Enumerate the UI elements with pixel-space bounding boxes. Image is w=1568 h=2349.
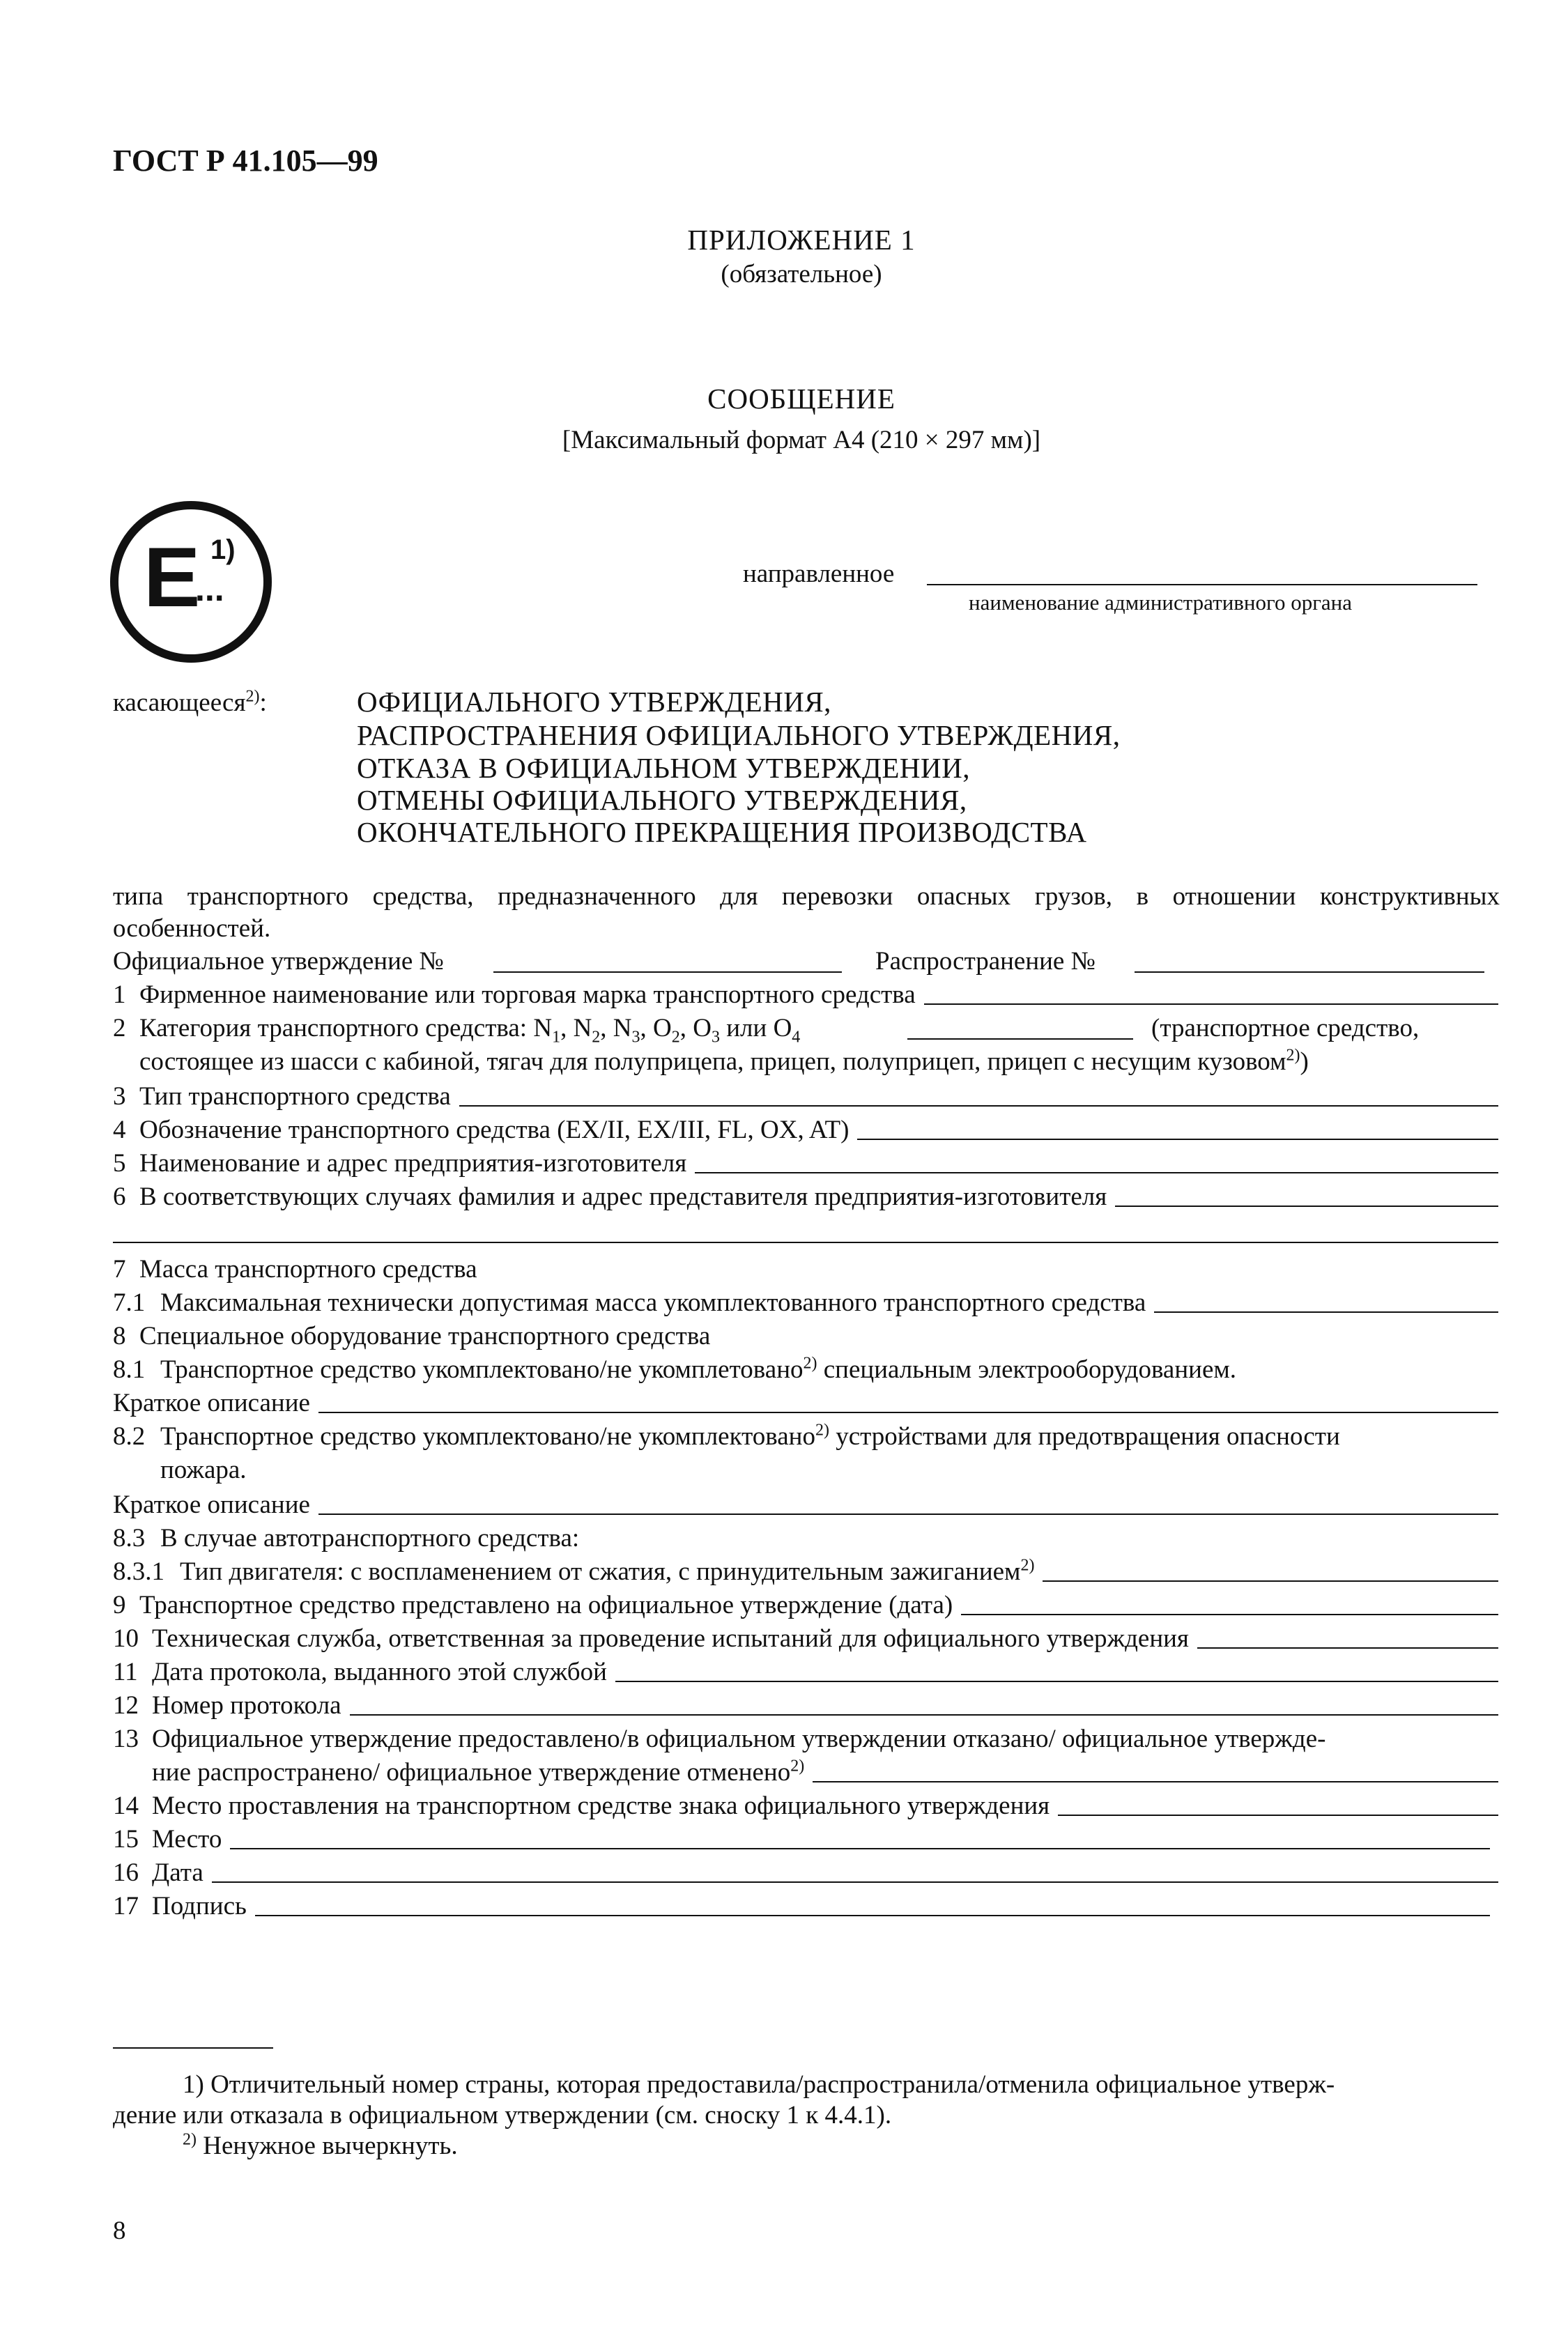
item-8-3-1 [0, 1555, 1568, 1589]
item-number: 9 [113, 1591, 126, 1619]
concerning-label: касающееся$^{2)}$: [113, 687, 267, 717]
page-number: 8 [113, 2217, 126, 2245]
item-label: Обозначение транспортного средства (EX/II, EX/III, FL, OX, AT) [139, 1116, 850, 1144]
item-1 [0, 978, 1568, 1012]
item-number: 13 [113, 1725, 139, 1753]
brief-label: Краткое описание [113, 1389, 310, 1417]
item-number: 7.1 [113, 1288, 146, 1317]
appendix-title: ПРИЛОЖЕНИЕ 1 [687, 224, 916, 256]
sent-label: направленное [743, 560, 895, 588]
item-field[interactable] [1115, 1206, 1498, 1207]
item-6 [0, 1180, 1568, 1214]
item-label: Специальное оборудование транспортного средства [139, 1322, 711, 1350]
standard-header: ГОСТ Р 41.105—99 [113, 144, 378, 178]
concerning-item: ОТКАЗА В ОФИЦИАЛЬНОМ УТВЕРЖДЕНИИ, [357, 752, 970, 784]
item-field[interactable] [1043, 1580, 1498, 1582]
item-8-2 [0, 1420, 1568, 1454]
item-label: Транспортное средство представлено на официальное утверждение (дата) [139, 1591, 953, 1619]
item-10 [0, 1622, 1568, 1656]
item-16 [0, 1856, 1568, 1890]
item-17 [0, 1890, 1568, 1923]
item-number: 8.1 [113, 1355, 146, 1384]
approval-number-row [0, 945, 1568, 978]
item-field[interactable] [924, 1003, 1498, 1005]
item-label: Масса транспортного средства [139, 1255, 477, 1284]
item-label-line2: ние распространено/ официальное утверждение отменено$^{2)}$ [152, 1757, 805, 1787]
approval-number-field[interactable] [493, 971, 842, 973]
message-title: СООБЩЕНИЕ [707, 383, 896, 415]
item-label-line2: состоящее из шасси с кабиной, тягач для полуприцепа, прицеп, полуприцеп, прицеп с несущим кузовом$^{2)}$) [139, 1046, 1309, 1076]
item-label: Максимальная технически допустимая масса укомплектованного транспортного средства [160, 1288, 1146, 1317]
concerning-item: ОФИЦИАЛЬНОГО УТВЕРЖДЕНИЯ, [357, 686, 831, 718]
item-13 [0, 1723, 1568, 1756]
item-number: 2 [113, 1014, 126, 1042]
approval-mark-emblem [109, 498, 276, 665]
item-number: 8.2 [113, 1422, 146, 1451]
brief-description-1 [0, 1387, 1568, 1420]
item-9 [0, 1589, 1568, 1622]
item-13-cont [0, 1756, 1568, 1789]
approval-number-label: Официальное утверждение № [113, 947, 444, 976]
item-label: Подпись [152, 1892, 247, 1920]
item-field[interactable] [813, 1781, 1498, 1782]
intro-line: типа транспортного средства, предназначенного для перевозки опасных грузов, в отношении конструктивных [113, 882, 1500, 911]
item-label: Фирменное наименование или торговая марка транспортного средства [139, 980, 916, 1009]
message-format: [Максимальный формат А4 (210 × 297 мм)] [562, 426, 1041, 454]
item-number: 4 [113, 1116, 126, 1144]
item-field[interactable] [255, 1915, 1490, 1916]
emblem-note: 1) [210, 534, 236, 565]
item-field[interactable] [350, 1714, 1498, 1716]
item-field[interactable] [230, 1848, 1490, 1849]
brief-label: Краткое описание [113, 1491, 310, 1519]
item-number: 3 [113, 1082, 126, 1111]
appendix-status: (обязательное) [721, 260, 882, 288]
item-number: 8.3 [113, 1524, 146, 1553]
item-number: 16 [113, 1858, 139, 1887]
footnote-1-cont: дение или отказала в официальном утверждении (см. сноску 1 к 4.4.1). [113, 2101, 892, 2129]
item-number: 8.3.1 [113, 1557, 164, 1586]
item-number: 11 [113, 1658, 138, 1686]
item-12 [0, 1689, 1568, 1723]
item-8 [0, 1320, 1568, 1353]
item-field[interactable] [961, 1614, 1498, 1615]
item-number: 15 [113, 1825, 139, 1854]
item-11 [0, 1656, 1568, 1689]
item-label: Транспортное средство укомплектовано/не укомплетовано$^{2)}$ специальным электрооборудованием. [160, 1354, 1237, 1384]
item-number: 8 [113, 1322, 126, 1350]
item-5 [0, 1147, 1568, 1180]
item-label: Официальное утверждение предоставлено/в официальном утверждении отказано/ официальное утвержде- [152, 1725, 1326, 1753]
item-label: Дата [152, 1858, 203, 1887]
item-2-cont [0, 1045, 1568, 1079]
item-field[interactable] [615, 1681, 1498, 1682]
item-number: 10 [113, 1624, 139, 1653]
item-label: Место проставления на транспортном средстве знака официального утверждения [152, 1792, 1050, 1820]
concerning-item: ОТМЕНЫ ОФИЦИАЛЬНОГО УТВЕРЖДЕНИЯ, [357, 784, 967, 816]
concerning-item: РАСПРОСТРАНЕНИЯ ОФИЦИАЛЬНОГО УТВЕРЖДЕНИЯ, [357, 719, 1121, 751]
item-label: В соответствующих случаях фамилия и адрес представителя предприятия-изготовителя [139, 1183, 1107, 1211]
item-label-line2: пожара. [160, 1456, 247, 1484]
brief-field[interactable] [318, 1412, 1498, 1413]
item-2 [0, 1012, 1568, 1045]
item-8-2-cont [0, 1454, 1568, 1487]
item-15 [0, 1823, 1568, 1856]
item-number: 1 [113, 980, 126, 1009]
extension-number-label: Распространение № [875, 947, 1096, 976]
item-field[interactable] [1058, 1815, 1498, 1816]
item-7-1 [0, 1286, 1568, 1320]
item-label: Тип транспортного средства [139, 1082, 451, 1111]
emblem-letter: E [144, 530, 201, 624]
item-field[interactable] [695, 1172, 1498, 1173]
item-label: Наименование и адрес предприятия-изготовителя [139, 1149, 687, 1178]
item-label: Транспортное средство укомплектовано/не укомплектовано$^{2)}$ устройствами для предотвращения опасности [160, 1421, 1340, 1451]
item-field[interactable] [1197, 1647, 1498, 1649]
concerning-item: ОКОНЧАТЕЛЬНОГО ПРЕКРАЩЕНИЯ ПРОИЗВОДСТВА [357, 816, 1087, 848]
item-7 [0, 1253, 1568, 1286]
item-label: Номер протокола [152, 1691, 341, 1720]
item-number: 5 [113, 1149, 126, 1178]
item-field[interactable] [1154, 1311, 1498, 1313]
item-label-cont: (транспортное средство, [1151, 1014, 1420, 1042]
item-number: 12 [113, 1691, 139, 1720]
footnote-1: 1) Отличительный номер страны, которая предоставила/распространила/отменила официальное утверж- [183, 2070, 1335, 2099]
item-4 [0, 1114, 1568, 1147]
item-label: Категория транспортного средства: $N_1$, $N_2$, $N_3$, $O_2$, $O_3$ или $O_4$ [139, 1014, 801, 1047]
item-field[interactable] [857, 1139, 1498, 1140]
item-number: 17 [113, 1892, 139, 1920]
item-field[interactable] [459, 1105, 1498, 1107]
intro-line: особенностей. [113, 914, 271, 943]
item-8-1 [0, 1353, 1568, 1387]
footnote-2: $^{2)}$ Ненужное вычеркнуть. [183, 2130, 458, 2160]
item-3 [0, 1080, 1568, 1114]
brief-description-2 [0, 1488, 1568, 1522]
item-14 [0, 1789, 1568, 1823]
item-field[interactable] [212, 1881, 1498, 1883]
item-number: 6 [113, 1183, 126, 1211]
brief-field[interactable] [318, 1514, 1498, 1515]
item-6-field-line2[interactable] [113, 1242, 1498, 1243]
item-number: 7 [113, 1255, 126, 1284]
item-label: Тип двигателя: с воспламенением от сжатия, с принудительным зажиганием$^{2)}$ [180, 1556, 1035, 1586]
footnote-separator [113, 2047, 273, 2049]
item-label: Место [152, 1825, 222, 1854]
item-label: В случае автотранспортного средства: [160, 1524, 580, 1553]
item-label: Дата протокола, выданного этой службой [152, 1658, 607, 1686]
item-label: Техническая служба, ответственная за проведение испытаний для официального утверждения [152, 1624, 1189, 1653]
item-number: 14 [113, 1792, 139, 1820]
extension-number-field[interactable] [1135, 971, 1484, 973]
sent-caption: наименование административного органа [969, 590, 1353, 615]
sent-field-line[interactable] [927, 584, 1477, 585]
item-8-3 [0, 1522, 1568, 1555]
item-field[interactable] [907, 1038, 1133, 1040]
emblem-dots: ... [195, 569, 224, 608]
